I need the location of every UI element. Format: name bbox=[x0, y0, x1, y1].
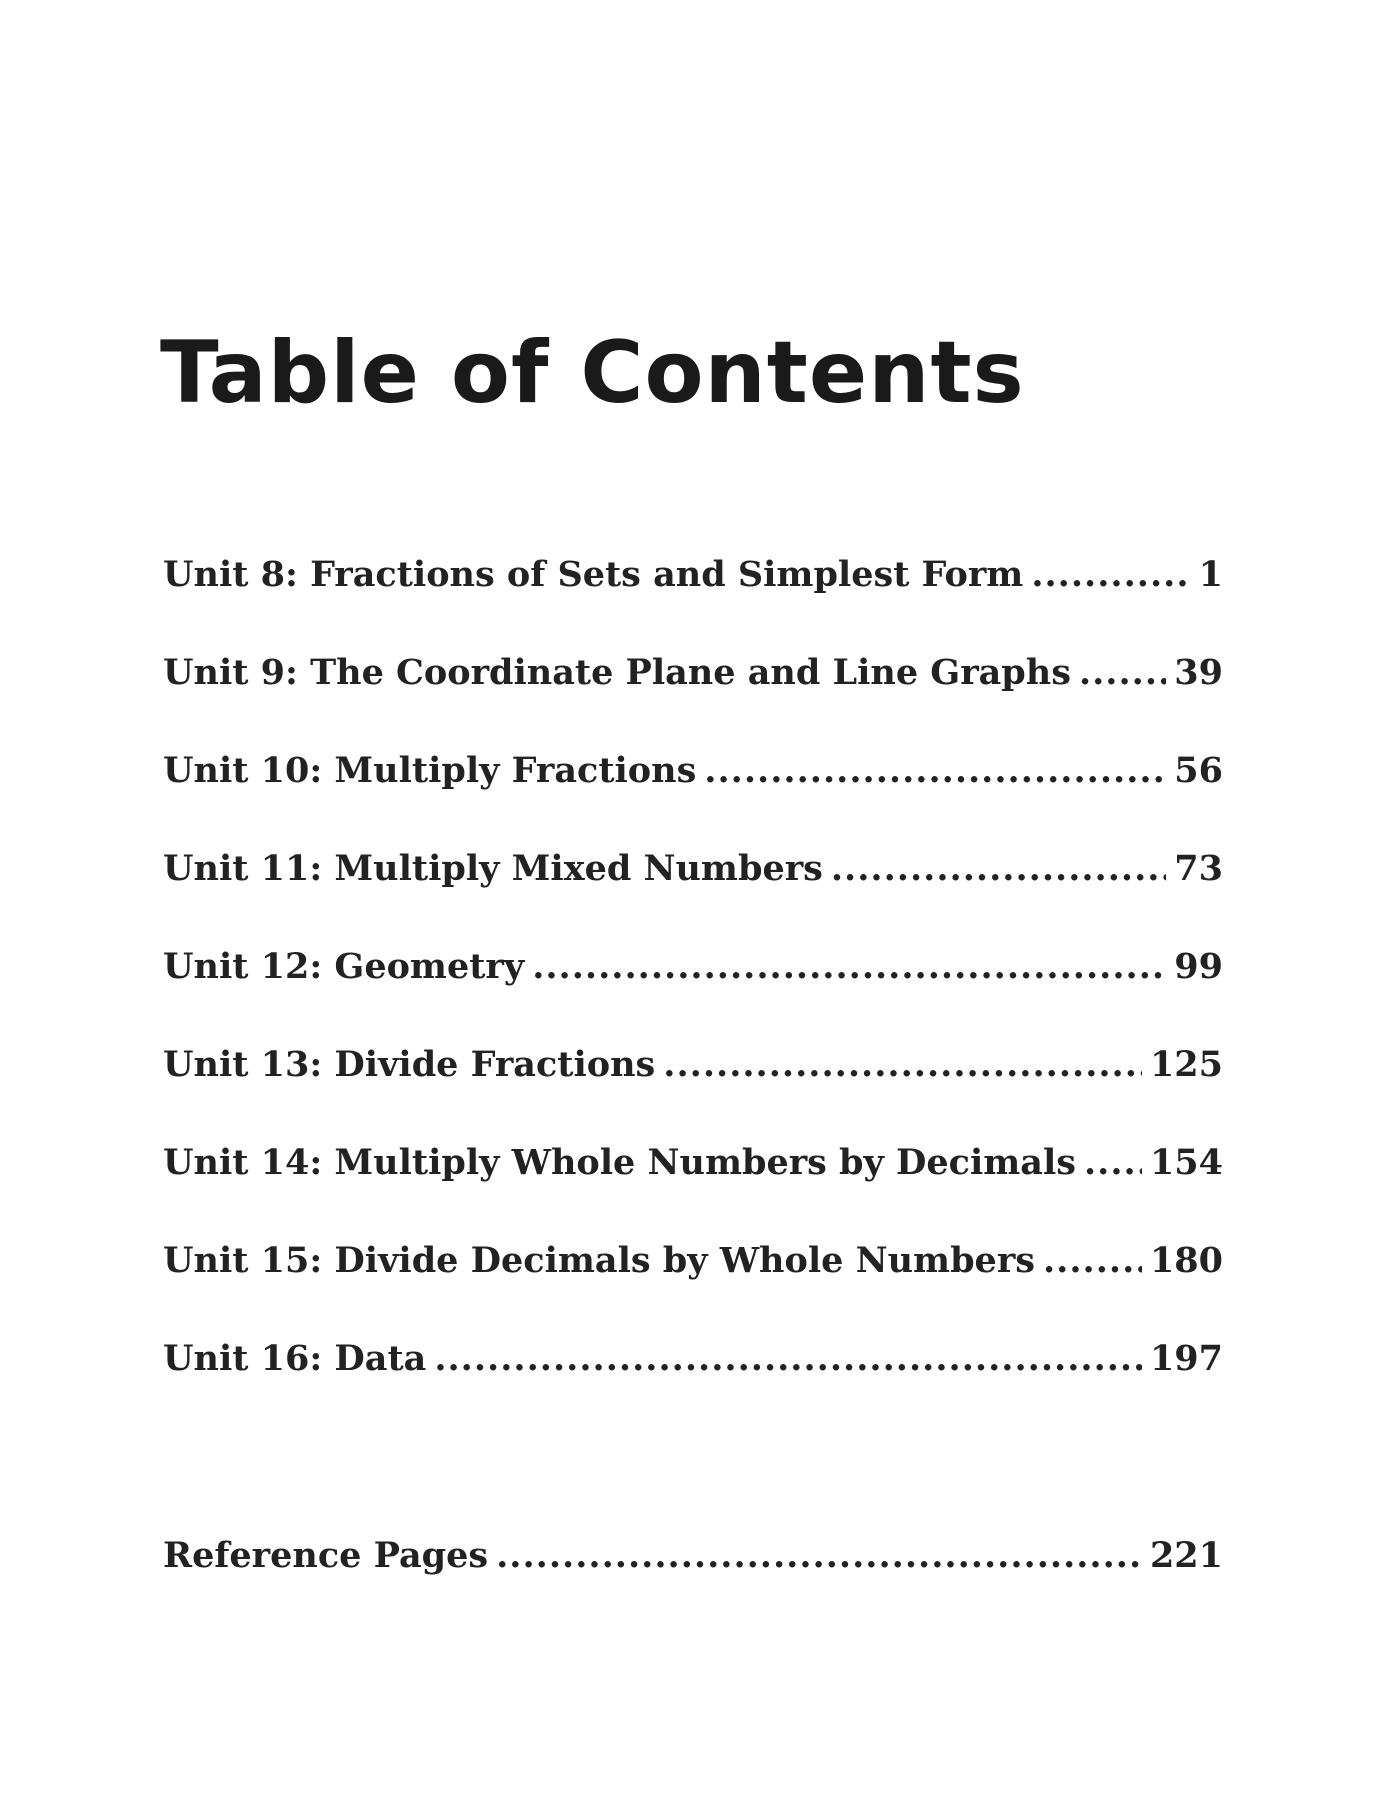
toc-leader bbox=[704, 746, 1166, 796]
toc-entry-page: 56 bbox=[1174, 750, 1223, 791]
toc-leader bbox=[1031, 550, 1190, 600]
toc-entry-page: 39 bbox=[1174, 652, 1223, 693]
toc-entry[interactable] bbox=[163, 1040, 1223, 1090]
toc-entry-label: Unit 15: Divide Decimals by Whole Numbers bbox=[163, 1240, 1035, 1281]
toc-leader bbox=[434, 1334, 1142, 1384]
toc-entry-page: 1 bbox=[1198, 554, 1223, 595]
toc-leader bbox=[1079, 648, 1166, 698]
toc-entry-label: Unit 9: The Coordinate Plane and Line Graphs bbox=[163, 652, 1071, 693]
toc-entry[interactable] bbox=[163, 648, 1223, 698]
toc-entry-page: 99 bbox=[1174, 946, 1223, 987]
toc-entry-label: Unit 11: Multiply Mixed Numbers bbox=[163, 848, 823, 889]
toc-entry-page: 73 bbox=[1174, 848, 1223, 889]
toc-entry-label: Unit 14: Multiply Whole Numbers by Decimals bbox=[163, 1142, 1076, 1183]
toc-entry-label: Unit 16: Data bbox=[163, 1338, 427, 1379]
toc-leader bbox=[1043, 1236, 1142, 1286]
toc-leader bbox=[1084, 1138, 1142, 1188]
toc-reference-label: Reference Pages bbox=[163, 1535, 489, 1576]
toc-entry-page: 154 bbox=[1149, 1142, 1223, 1183]
toc-reference-page: 221 bbox=[1149, 1535, 1223, 1576]
toc-entry-label: Unit 13: Divide Fractions bbox=[163, 1044, 656, 1085]
toc-reference-entry[interactable] bbox=[163, 1531, 1223, 1581]
toc-leader bbox=[831, 844, 1166, 894]
page-title: Table of Contents bbox=[160, 323, 1025, 423]
toc-entry-label: Unit 10: Multiply Fractions bbox=[163, 750, 697, 791]
toc-entry[interactable] bbox=[163, 1236, 1223, 1286]
toc-entry[interactable] bbox=[163, 1138, 1223, 1188]
toc-entry-label: Unit 12: Geometry bbox=[163, 946, 525, 987]
toc-entry[interactable] bbox=[163, 942, 1223, 992]
toc-entry[interactable] bbox=[163, 844, 1223, 894]
toc-entry[interactable] bbox=[163, 746, 1223, 796]
toc-entry[interactable] bbox=[163, 550, 1223, 600]
toc-entry-page: 180 bbox=[1149, 1240, 1223, 1281]
toc-leader bbox=[663, 1040, 1142, 1090]
toc-entry-label: Unit 8: Fractions of Sets and Simplest Form bbox=[163, 554, 1024, 595]
toc-entry-page: 197 bbox=[1149, 1338, 1223, 1379]
toc-entry[interactable] bbox=[163, 1334, 1223, 1384]
toc-leader bbox=[496, 1531, 1142, 1581]
toc-leader bbox=[532, 942, 1166, 992]
toc-entry-page: 125 bbox=[1149, 1044, 1223, 1085]
